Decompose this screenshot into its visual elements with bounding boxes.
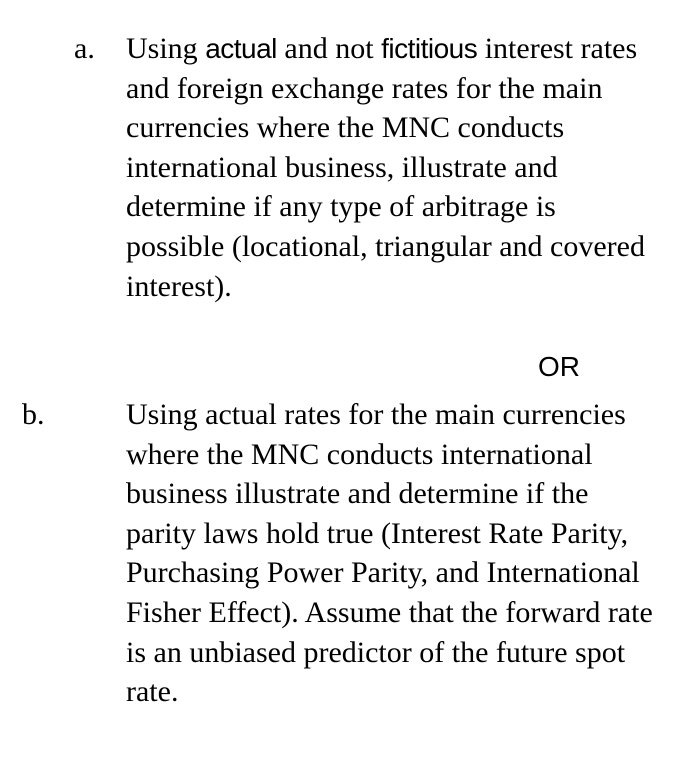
- item-a-text-part-3: interest rates and foreign exchange rates for the main currencies where the MNC conducts international business, illustrate and determine if any type of arbitrage is possible (locational, triangular and covered interest).: [126, 32, 645, 303]
- item-a-text-part-1: Using: [126, 32, 206, 65]
- list-item-a-text: [126, 29, 658, 306]
- list-marker-a: a.: [74, 32, 95, 65]
- item-a-text-part-2: and not: [276, 32, 382, 65]
- list-marker-b: b.: [22, 398, 45, 431]
- emphasis-actual: actual: [205, 33, 277, 64]
- or-separator: OR: [538, 351, 580, 382]
- list-item-b-text: Using actual rates for the main currencies where the MNC conducts international business illustrate and determine if the parity laws hold true (Interest Rate Parity, Purchasing Power Parity, and International Fisher Effect). Assume that the forward rate is an unbiased predictor of the future spot rate.: [126, 398, 653, 709]
- emphasis-fictitious: fictitious: [381, 33, 478, 64]
